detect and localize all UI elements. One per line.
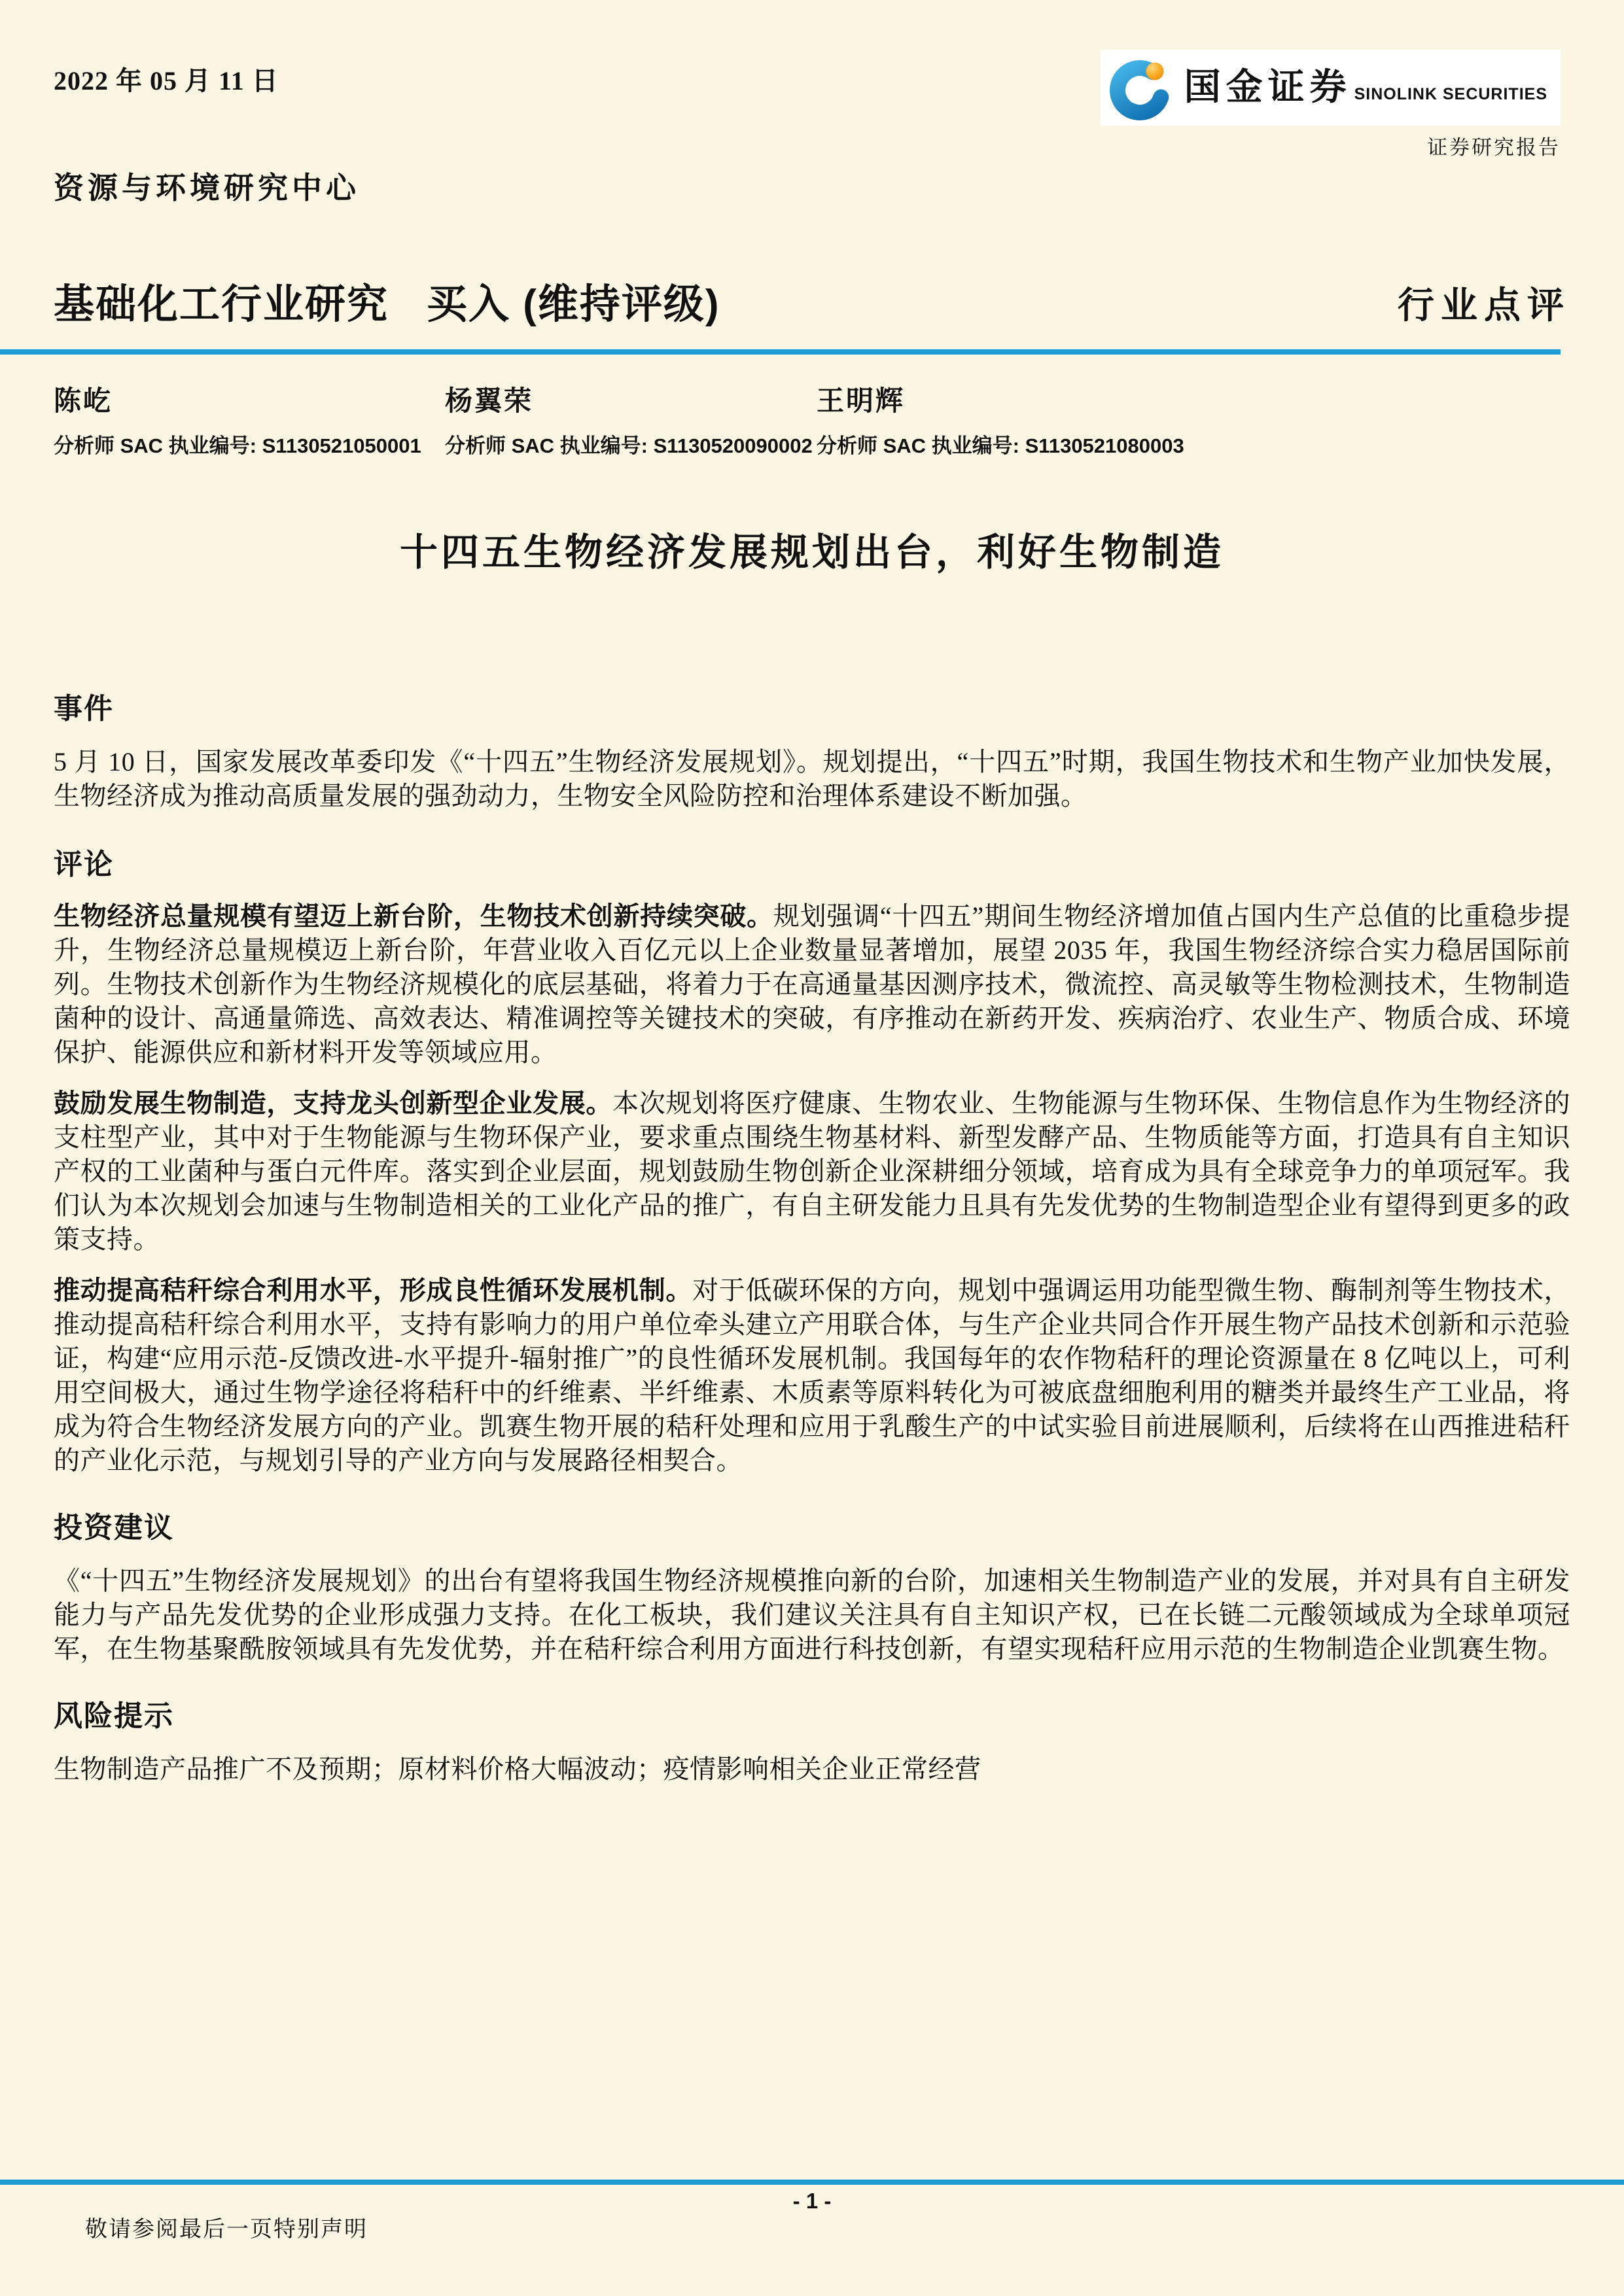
comment-paragraph-2 (54, 1087, 1570, 1257)
paragraph-text: 规划强调“十四五”期间生物经济增加值占国内生产总值的比重稳步提升，生物经济总量规模迈上新台阶，年营业收入百亿元以上企业数量显著增加，展望 2035 年，我国生物经济综合实力稳居国际前列。生物技术创新作为生物经济规模化的底层基础，将着力于在高通量基因测序技术，微流控、高灵敏等生物检测技术，生物制造菌种的设计、高通量筛选、高效表达、精准调控等关键技术的突破，有序推动在新药开发、疾病治疗、农业生产、物质合成、环境保护、能源供应和新材料开发等领域应用。 (54, 901, 1570, 1067)
page-number: - 1 - (792, 2189, 832, 2213)
analyst-cert-label: 分析师 SAC 执业编号: (54, 434, 256, 457)
paragraph-lead: 鼓励发展生物制造，支持龙头创新型企业发展。 (54, 1088, 613, 1118)
report-label: 证券研究报告 (1427, 136, 1561, 159)
paragraph-lead: 生物经济总量规模有望迈上新台阶，生物技术创新持续突破。 (54, 901, 773, 931)
analyst-name: 杨翼荣 (445, 387, 534, 417)
analyst-cert (445, 429, 817, 459)
risk-paragraph: 生物制造产品推广不及预期；原材料价格大幅波动；疫情影响相关企业正常经营 (54, 1754, 981, 1784)
analyst-cert-label: 分析师 SAC 执业编号: (817, 434, 1019, 457)
rating-label: 买入 (维持评级) (427, 282, 720, 327)
report-type-label: 行业点评 (1398, 286, 1570, 326)
section-heading-risk: 风险提示 (54, 1700, 174, 1732)
report-date: 2022 年 05 月 11 日 (54, 66, 279, 96)
logo-name-en: SINOLINK SECURITIES (1354, 85, 1547, 103)
analyst-1 (54, 379, 445, 459)
analyst-cert (817, 429, 1184, 459)
analyst-3 (817, 379, 1184, 459)
analyst-cert-number: S1130521050001 (262, 434, 421, 457)
section-heading-advice: 投资建议 (54, 1512, 174, 1544)
paragraph-lead: 推动提高秸秆综合利用水平，形成良性循环发展机制。 (54, 1276, 693, 1305)
analyst-name: 陈屹 (54, 387, 113, 417)
sinolink-logo-icon (1108, 55, 1174, 120)
event-paragraph: 5 月 10 日，国家发展改革委印发《“十四五”生物经济发展规划》。规划提出，“十四五”时期，我国生物技术和生物产业加快发展，生物经济成为推动高质量发展的强劲动力，生物安全风险防控和治理体系建设不断加强。 (54, 747, 1570, 810)
logo-text (1184, 69, 1547, 106)
paragraph-text: 本次规划将医疗健康、生物农业、生物能源与生物环保、生物信息作为生物经济的支柱型产业，其中对于生物能源与生物环保产业，要求重点围绕生物基材料、新型发酵产品、生物质能等方面，打造具有自主知识产权的工业菌种与蛋白元件库。落实到企业层面，规划鼓励生物创新企业深耕细分领域，培育成为具有全球竞争力的单项冠军。我们认为本次规划会加速与生物制造相关的工业化产品的推广，有自主研发能力且具有先发优势的生物制造型企业有望得到更多的政策支持。 (54, 1088, 1570, 1254)
footer-divider (0, 2180, 1624, 2185)
analyst-2 (445, 379, 817, 459)
comment-paragraph-3 (54, 1274, 1570, 1478)
analyst-cert-label: 分析师 SAC 执业编号: (445, 434, 648, 457)
analyst-name: 王明辉 (817, 387, 906, 417)
paragraph-text: 对于低碳环保的方向，规划中强调运用功能型微生物、酶制剂等生物技术，推动提高秸秆综合利用水平，支持有影响力的用户单位牵头建立产用联合体，与生产企业共同合作开展生物产品技术创新和示范验证，构建“应用示范-反馈改进-水平提升-辐射推广”的良性循环发展机制。我国每年的农作物秸秆的理论资源量在 8 亿吨以上，可利用空间极大，通过生物学途径将秸秆中的纤维素、半纤维素、木质素等原料转化为可被底盘细胞利用的糖类并最终生产工业品，将成为符合生物经济发展方向的产业。凯赛生物开展的秸秆处理和应用于乳酸生产的中试实验目前进展顺利，后续将在山西推进秸秆的产业化示范，与规划引导的产业方向与发展路径相契合。 (54, 1276, 1571, 1475)
section-comment (54, 841, 1570, 1478)
footer-disclaimer: 敬请参阅最后一页特别声明 (85, 2218, 368, 2242)
brand-block (1101, 50, 1561, 160)
advice-paragraph: 《“十四五”生物经济发展规划》的出台有望将我国生物经济规模推向新的台阶，加速相关生物制造产业的发展，并对具有自主研发能力与产品先发优势的企业形成强力支持。在化工板块，我们建议关注具有自主知识产权，已在长链二元酸领域成为全球单项冠军，在生物基聚酰胺领域具有先发优势，并在秸秆综合利用方面进行科技创新，有望实现秸秆应用示范的生物制造企业凯赛生物。 (54, 1566, 1570, 1663)
sinolink-logo (1101, 50, 1561, 126)
comment-paragraph-1 (54, 899, 1570, 1070)
header-divider (0, 349, 1561, 355)
industry-title: 基础化工行业研究 (54, 282, 389, 327)
research-center-name: 资源与环境研究中心 (54, 171, 360, 205)
analyst-cert-number: S1130521080003 (1025, 434, 1184, 457)
section-investment-advice (54, 1504, 1570, 1666)
section-heading-comment: 评论 (54, 848, 114, 880)
section-risk (54, 1692, 1570, 1786)
section-event (54, 685, 1570, 813)
analyst-cert (54, 429, 445, 459)
logo-name-cn: 国金证券 (1184, 67, 1352, 108)
industry-rating-bar (54, 271, 1570, 330)
report-title: 十四五生物经济发展规划出台，利好生物制造 (399, 531, 1224, 574)
analyst-row (54, 379, 1570, 459)
section-heading-event: 事件 (54, 693, 114, 725)
analyst-cert-number: S1130520090002 (653, 434, 813, 457)
